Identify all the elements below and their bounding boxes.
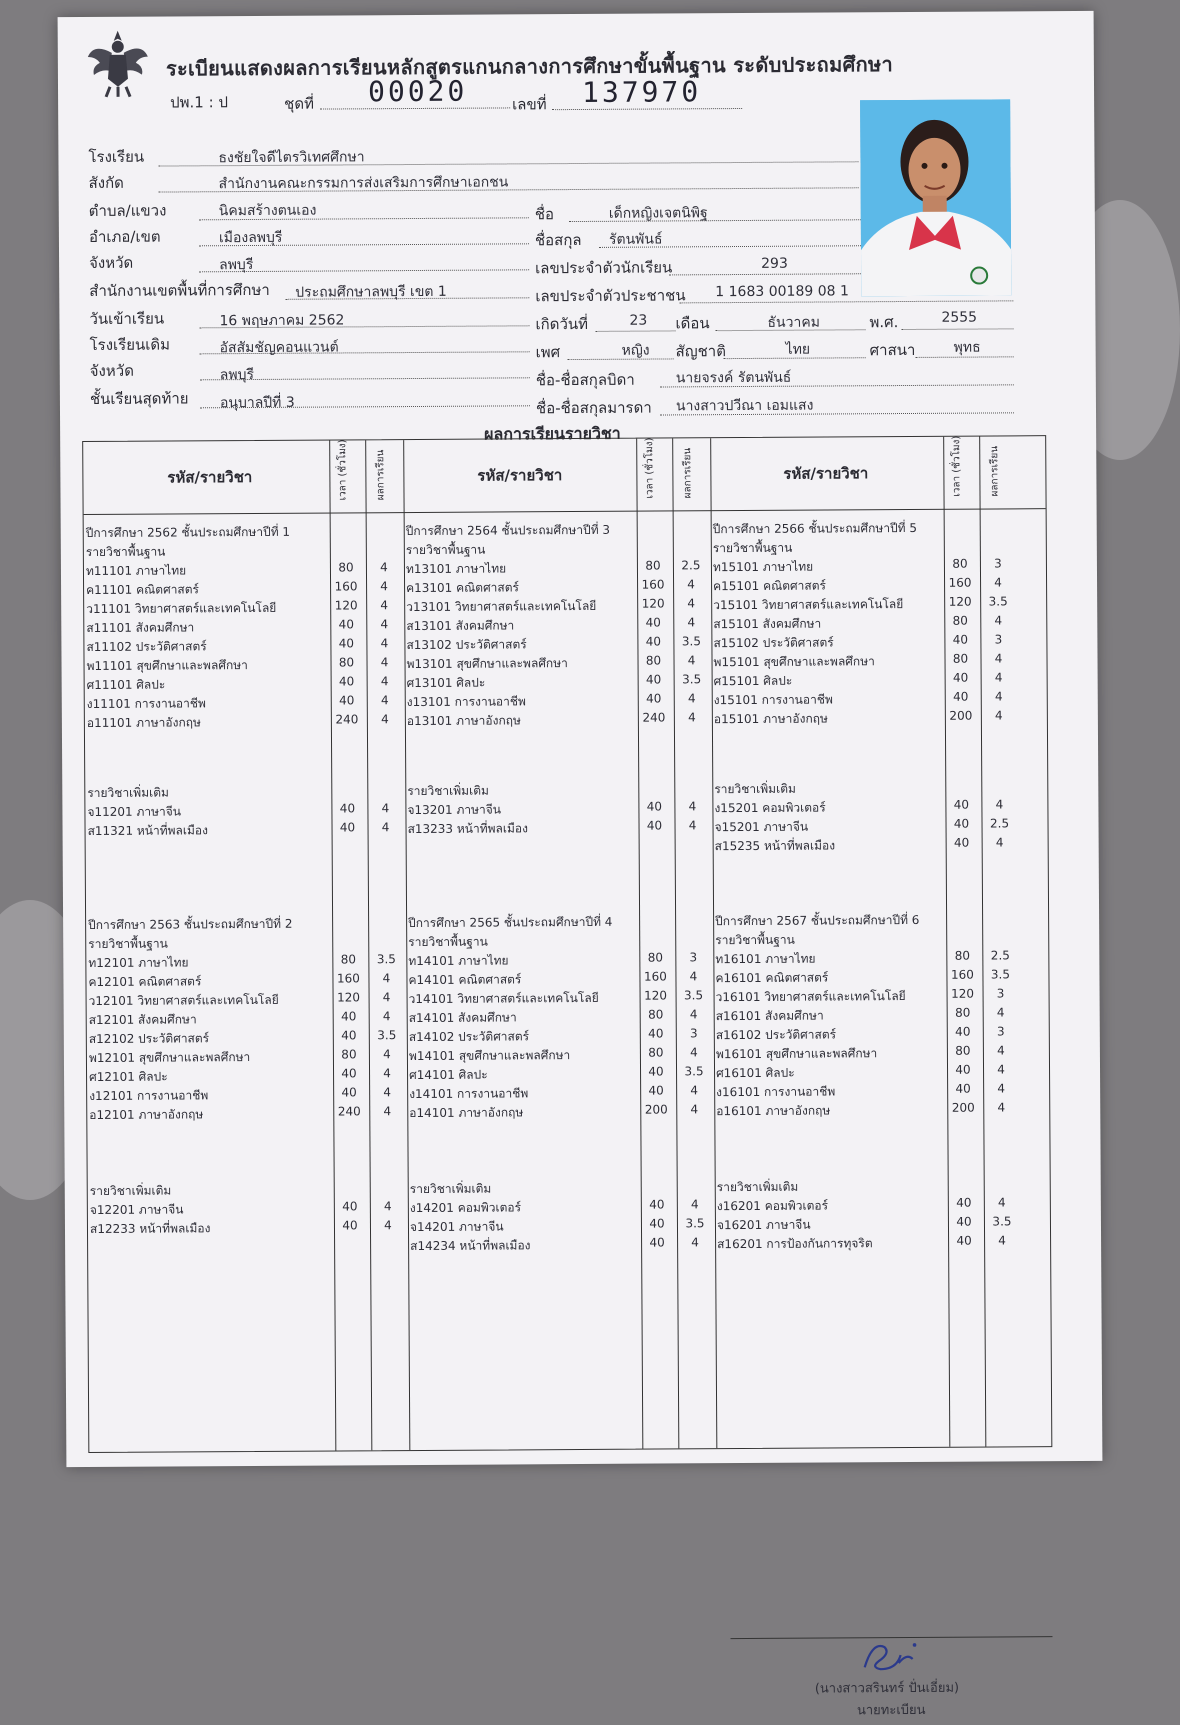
- subject-name: ท14101 ภาษาไทย: [408, 953, 509, 969]
- affiliation-value: สำนักงานคณะกรรมการส่งเสริมการศึกษาเอกชน: [218, 174, 509, 193]
- subject-grade: 4: [995, 835, 1004, 850]
- col1-grade-header: ผลการเรียน: [375, 449, 387, 501]
- subject-hours: 40: [955, 1081, 971, 1096]
- subject-hours: 240: [335, 712, 359, 727]
- subject-name: ส13102 ประวัติศาสตร์: [406, 637, 527, 653]
- subject-grade: 4: [687, 691, 696, 706]
- subject-name: ง14201 คอมพิวเตอร์: [409, 1200, 522, 1216]
- subject-hours: 240: [337, 1104, 361, 1119]
- signature-mark-icon: [850, 1633, 930, 1679]
- subject-hours: 80: [954, 1005, 971, 1020]
- subject-name: ง13101 การงานอาชีพ: [406, 694, 526, 710]
- col3-hours-header: เวลา (ชั่วโมง): [951, 435, 963, 497]
- subject-hours: 40: [646, 691, 662, 706]
- subject-grade: 4: [383, 1085, 392, 1100]
- subject-hours: 160: [334, 579, 358, 594]
- subject-name: ท13101 ภาษาไทย: [405, 561, 507, 577]
- subject-hours: 120: [641, 596, 665, 611]
- enter-date-label: วันเข้าเรียน: [89, 309, 165, 328]
- col1-subject-header: รหัส/รายวิชา: [167, 467, 253, 487]
- nation-label: สัญชาติ: [675, 342, 726, 361]
- subject-grade: 4: [384, 1218, 392, 1233]
- transcript-paper: [58, 11, 1103, 1719]
- year-heading: ปีการศึกษา 2563 ชั้นประถมศึกษาปีที่ 2: [88, 916, 293, 933]
- subject-grade: 4: [690, 1045, 698, 1060]
- subject-name: ศ12101 ศิลปะ: [89, 1069, 168, 1085]
- subject-name: พ13101 สุขศึกษาและพลศึกษา: [406, 656, 568, 672]
- subject-grade: 2.5: [989, 816, 1010, 831]
- elective-group-label: รายวิชาเพิ่มเติม: [409, 1181, 492, 1197]
- subject-name: ส14234 หน้าที่พลเมือง: [410, 1238, 531, 1254]
- subject-name: ว16101 วิทยาศาสตร์และเทคโนโลยี: [715, 989, 906, 1005]
- subject-name: ง16101 การงานอาชีพ: [716, 1084, 836, 1100]
- subject-name: ง15101 การงานอาชีพ: [713, 692, 833, 708]
- subject-hours: 200: [644, 1102, 668, 1117]
- results-table: [82, 435, 1052, 1719]
- subject-grade: 3.5: [990, 967, 1011, 982]
- subject-name: อ15101 ภาษาอังกฤษ: [713, 711, 828, 727]
- subject-hours: 40: [341, 1028, 357, 1043]
- subject-grade: 4: [380, 636, 389, 651]
- subject-hours: 200: [949, 708, 973, 723]
- subject-name: ท12101 ภาษาไทย: [88, 955, 189, 971]
- subject-grade: 4: [994, 613, 1003, 628]
- subject-hours: 160: [950, 967, 974, 982]
- subject-grade: 4: [381, 712, 389, 727]
- subject-hours: 80: [340, 952, 357, 967]
- subject-grade: 4: [382, 990, 391, 1005]
- prev-province-label: จังหวัด: [89, 361, 134, 380]
- year-heading: ปีการศึกษา 2566 ชั้นประถมศึกษาปีที่ 5: [712, 520, 918, 537]
- subject-hours: 80: [645, 558, 661, 573]
- subject-grade: 4: [690, 1197, 699, 1212]
- subject-name: ว13101 วิทยาศาสตร์และเทคโนโลยี: [406, 598, 597, 615]
- district-label: อำเภอ/เขต: [88, 227, 161, 246]
- enter-date-value: 16 พฤษภาคม 2562: [219, 312, 345, 330]
- subject-grade: 4: [381, 801, 390, 816]
- subject-hours: 80: [648, 1007, 664, 1022]
- subject-grade: 4: [691, 1235, 699, 1250]
- subject-name: ท16101 ภาษาไทย: [715, 951, 816, 967]
- name-value: เด็กหญิงเจตนิพิฐ: [608, 205, 708, 222]
- subject-grade: 3.5: [992, 1214, 1012, 1229]
- subject-name: ว11101 วิทยาศาสตร์และเทคโนโลยี: [86, 600, 277, 617]
- subject-grade: 3.5: [681, 634, 701, 649]
- subject-hours: 40: [341, 1066, 357, 1081]
- subject-hours: 120: [948, 594, 972, 609]
- elective-group-label: รายวิชาเพิ่มเติม: [87, 785, 169, 801]
- subject-grade: 4: [994, 689, 1003, 704]
- subject-grade: 3.5: [684, 1064, 704, 1079]
- subject-group-label: รายวิชาพื้นฐาน: [715, 932, 795, 948]
- subject-hours: 40: [956, 1195, 972, 1210]
- subject-hours: 80: [648, 1045, 664, 1060]
- subject-hours: 40: [649, 1197, 665, 1212]
- subdistrict-label: ตำบล/แขวง: [88, 201, 167, 220]
- subject-grade: 4: [380, 560, 388, 575]
- subject-grade: 4: [997, 1100, 1006, 1115]
- subject-grade: 4: [380, 693, 389, 708]
- father-value: นายจรงค์ รัตนพันธ์: [675, 369, 792, 387]
- subject-name: ส16102 ประวัติศาสตร์: [715, 1027, 837, 1043]
- subject-name: ว14101 วิทยาศาสตร์และเทคโนโลยี: [408, 990, 599, 1007]
- birth-day-value: 23: [629, 312, 648, 329]
- subject-name: ส11321 หน้าที่พลเมือง: [87, 823, 209, 839]
- subject-grade: 4: [997, 1043, 1005, 1058]
- nation-value: ไทย: [785, 341, 811, 358]
- subject-hours: 40: [953, 797, 970, 812]
- subject-grade: 3.5: [988, 594, 1008, 609]
- subject-grade: 4: [383, 1047, 391, 1062]
- subject-hours: 240: [642, 710, 666, 725]
- subject-name: ค16101 คณิตศาสตร์: [715, 970, 829, 986]
- birth-year-value: 2555: [941, 309, 978, 326]
- student-photo: [860, 99, 1011, 296]
- area-label: สำนักงานเขตพื้นที่การศึกษา: [89, 280, 270, 300]
- subject-hours: 40: [649, 1235, 665, 1250]
- subject-hours: 200: [951, 1100, 975, 1115]
- religion-value: พุทธ: [953, 339, 981, 356]
- last-class-value: อนุบาลปีที่ 3: [219, 394, 295, 412]
- school-label: โรงเรียน: [88, 147, 145, 166]
- surname-label: ชื่อสกุล: [534, 230, 582, 250]
- subject-name: ส15235 หน้าที่พลเมือง: [714, 838, 836, 854]
- subject-grade: 3.5: [682, 672, 702, 687]
- last-class-label: ชั้นเรียนสุดท้าย: [89, 389, 189, 408]
- subject-name: ศ16101 ศิลปะ: [716, 1065, 795, 1081]
- subject-name: ง12101 การงานอาชีพ: [89, 1088, 209, 1104]
- subject-name: ง15201 คอมพิวเตอร์: [714, 800, 826, 816]
- subject-hours: 160: [336, 971, 360, 986]
- subject-hours: 80: [645, 653, 662, 668]
- results-section-title: ผลการเรียนรายวิชา: [484, 423, 621, 444]
- subject-grade: 4: [383, 1104, 392, 1119]
- subject-hours: 40: [339, 801, 356, 816]
- subject-name: ส13233 หน้าที่พลเมือง: [407, 821, 529, 837]
- subject-hours: 40: [953, 835, 970, 850]
- subject-name: ง14101 การงานอาชีพ: [409, 1086, 529, 1102]
- subject-grade: 4: [997, 1062, 1005, 1077]
- subject-hours: 160: [948, 575, 972, 590]
- subject-name: ศ13101 ศิลปะ: [406, 675, 486, 691]
- subject-name: จ15201 ภาษาจีน: [714, 819, 809, 835]
- subject-grade: 2.5: [990, 948, 1010, 963]
- subject-hours: 40: [953, 689, 969, 704]
- province-value: ลพบุรี: [219, 256, 254, 274]
- document-title: ระเบียนแสดงผลการเรียนหลักสูตรแกนกลางการศึกษาขั้นพื้นฐาน ระดับประถมศึกษา: [165, 52, 894, 81]
- elective-group-label: รายวิชาเพิ่มเติม: [89, 1183, 172, 1199]
- subject-group-label: รายวิชาพื้นฐาน: [85, 544, 166, 560]
- col1-hours-header: เวลา (ชั่วโมง): [337, 439, 349, 501]
- year-heading: ปีการศึกษา 2567 ชั้นประถมศึกษาปีที่ 6: [715, 912, 920, 929]
- elective-group-label: รายวิชาเพิ่มเติม: [714, 781, 796, 797]
- subject-name: ว15101 วิทยาศาสตร์และเทคโนโลยี: [713, 597, 904, 613]
- subject-grade: 4: [997, 1195, 1006, 1210]
- subject-grade: 4: [994, 651, 1003, 666]
- set-number: 00020: [367, 74, 468, 109]
- subject-grade: 4: [687, 596, 696, 611]
- subject-hours: 40: [341, 1085, 357, 1100]
- subject-name: พ15101 สุขศึกษาและพลศึกษา: [713, 654, 875, 670]
- subject-hours: 40: [339, 820, 356, 835]
- subject-name: ส16101 สังคมศึกษา: [715, 1008, 824, 1024]
- name-label: ชื่อ: [534, 205, 555, 224]
- subject-grade: 3: [996, 986, 1005, 1001]
- subject-name: ท11101 ภาษาไทย: [85, 563, 187, 579]
- subject-hours: 40: [953, 816, 970, 831]
- subject-grade: 4: [994, 575, 1002, 590]
- subject-group-label: รายวิชาพื้นฐาน: [408, 934, 488, 950]
- subject-hours: 80: [341, 1047, 357, 1062]
- subject-grade: 4: [690, 1102, 699, 1117]
- subject-name: อ14101 ภาษาอังกฤษ: [409, 1105, 524, 1121]
- subject-hours: 80: [954, 948, 971, 963]
- elective-group-label: รายวิชาเพิ่มเติม: [407, 783, 489, 799]
- subject-name: ส11101 สังคมศึกษา: [86, 620, 195, 636]
- subject-name: ส12233 หน้าที่พลเมือง: [89, 1221, 211, 1237]
- col3-grade-header: ผลการเรียน: [989, 445, 1001, 497]
- subject-group-label: รายวิชาพื้นฐาน: [712, 540, 793, 556]
- subject-name: ส16201 การป้องกันการทุจริต: [717, 1236, 873, 1252]
- col2-grade-header: ผลการเรียน: [682, 447, 694, 499]
- subject-name: ค13101 คณิตศาสตร์: [406, 580, 520, 596]
- subject-name: จ11201 ภาษาจีน: [87, 804, 182, 820]
- subject-name: ง11101 การงานอาชีพ: [86, 696, 206, 712]
- subject-name: ส14102 ประวัติศาสตร์: [408, 1029, 530, 1045]
- subject-hours: 40: [341, 1009, 357, 1024]
- subject-grade: 4: [383, 1199, 392, 1214]
- subject-grade: 4: [380, 674, 389, 689]
- subject-name: ว12101 วิทยาศาสตร์และเทคโนโลยี: [88, 992, 279, 1009]
- subject-hours: 40: [338, 617, 354, 632]
- year-heading: ปีการศึกษา 2562 ชั้นประถมศึกษาปีที่ 1: [85, 524, 291, 541]
- subject-name: ท15101 ภาษาไทย: [712, 559, 814, 575]
- subject-grade: 4: [689, 1007, 698, 1022]
- subject-name: ศ11101 ศิลปะ: [86, 677, 166, 693]
- school-value: ธงชัยใจดีไตรวิเทศศึกษา: [218, 149, 365, 167]
- birth-year-label: พ.ศ.: [869, 313, 899, 332]
- subject-name: ส15101 สังคมศึกษา: [713, 616, 822, 632]
- subject-name: ส13101 สังคมศึกษา: [406, 618, 515, 634]
- subject-grade: 3: [689, 1026, 698, 1041]
- subject-hours: 40: [645, 634, 662, 649]
- subject-hours: 40: [646, 818, 663, 833]
- subject-hours: 40: [648, 1026, 664, 1041]
- subject-hours: 40: [956, 1233, 972, 1248]
- subject-hours: 40: [648, 1064, 664, 1079]
- citizen-id-value: 1 1683 00189 08 1: [715, 283, 849, 301]
- subject-grade: 4: [382, 1009, 391, 1024]
- subject-grade: 4: [996, 1005, 1005, 1020]
- subject-hours: 160: [643, 969, 667, 984]
- subject-name: ส12102 ประวัติศาสตร์: [88, 1031, 210, 1047]
- subject-hours: 80: [647, 950, 664, 965]
- subject-name: ส15102 ประวัติศาสตร์: [713, 635, 834, 651]
- subject-name: พ11101 สุขศึกษาและพลศึกษา: [86, 658, 248, 674]
- subject-hours: 40: [339, 693, 355, 708]
- subject-hours: 120: [337, 990, 361, 1005]
- subject-grade: 2.5: [681, 558, 701, 573]
- subject-grade: 3: [994, 632, 1003, 647]
- subject-grade: 3.5: [376, 952, 396, 967]
- subject-hours: 40: [955, 1062, 971, 1077]
- subject-group-label: รายวิชาพื้นฐาน: [405, 542, 486, 558]
- subject-grade: 3.5: [683, 988, 704, 1003]
- subject-hours: 40: [645, 672, 662, 687]
- subject-name: จ12201 ภาษาจีน: [89, 1202, 184, 1218]
- subject-grade: 4: [383, 1066, 391, 1081]
- subject-grade: 3.5: [377, 1028, 397, 1043]
- subject-hours: 160: [641, 577, 665, 592]
- col3-subject-header: รหัส/รายวิชา: [783, 464, 869, 483]
- subject-grade: 4: [380, 655, 389, 670]
- form-code: ปพ.1 : ป: [170, 93, 229, 112]
- subject-hours: 40: [342, 1199, 358, 1214]
- area-value: ประถมศึกษาลพบุรี เขต 1: [295, 283, 447, 301]
- birth-month-value: ธันวาคม: [767, 314, 820, 331]
- set-label: ชุดที่: [284, 94, 314, 113]
- subject-name: ส11102 ประวัติศาสตร์: [86, 639, 207, 655]
- subject-hours: 40: [955, 1024, 971, 1039]
- subject-hours: 120: [951, 986, 975, 1001]
- subject-grade: 4: [380, 617, 389, 632]
- surname-value: รัตนพันธ์: [608, 231, 663, 248]
- subject-grade: 4: [687, 653, 696, 668]
- subject-grade: 3: [996, 1024, 1005, 1039]
- subject-grade: 4: [687, 615, 696, 630]
- birth-month-label: เดือน: [675, 314, 710, 333]
- subject-grade: 4: [687, 577, 695, 592]
- subject-name: จ13201 ภาษาจีน: [407, 802, 502, 818]
- subject-hours: 80: [338, 560, 354, 575]
- subject-hours: 40: [649, 1216, 665, 1231]
- subject-grade: 4: [689, 969, 698, 984]
- subdistrict-value: นิคมสร้างตนเอง: [218, 202, 317, 220]
- subject-name: พ14101 สุขศึกษาและพลศึกษา: [408, 1048, 571, 1064]
- subject-grade: 4: [380, 598, 389, 613]
- religion-label: ศาสนา: [869, 340, 916, 360]
- subject-name: อ11101 ภาษาอังกฤษ: [86, 715, 201, 731]
- subject-grade: 4: [994, 670, 1003, 685]
- subject-hours: 40: [338, 674, 355, 689]
- registrar-position: นายทะเบียน: [856, 1702, 926, 1719]
- subject-grade: 4: [381, 820, 390, 835]
- subject-name: พ12101 สุขศึกษาและพลศึกษา: [88, 1050, 251, 1066]
- student-id-value: 293: [761, 255, 788, 272]
- subject-hours: 120: [644, 988, 668, 1003]
- sex-value: หญิง: [621, 342, 650, 359]
- subject-name: ศ14101 ศิลปะ: [409, 1067, 488, 1083]
- prev-school-value: อัสสัมชัญคอนแวนต์: [219, 339, 339, 357]
- affiliation-label: สังกัด: [88, 173, 124, 192]
- birth-day-label: เกิดวันที่: [535, 314, 589, 334]
- sex-label: เพศ: [535, 343, 561, 362]
- subject-name: อ12101 ภาษาอังกฤษ: [89, 1107, 204, 1123]
- subject-name: ส14101 สังคมศึกษา: [408, 1010, 517, 1026]
- mother-value: นางสาวปวีณา เอมแสง: [675, 397, 814, 415]
- subject-hours: 40: [648, 1083, 664, 1098]
- district-value: เมืองลพบุรี: [218, 229, 283, 247]
- subject-hours: 80: [952, 651, 969, 666]
- subject-hours: 80: [338, 655, 355, 670]
- subject-name: พ16101 สุขศึกษาและพลศึกษา: [715, 1046, 878, 1062]
- subject-name: ส12101 สังคมศึกษา: [88, 1012, 197, 1028]
- subject-hours: 80: [952, 613, 968, 628]
- subject-name: ค11101 คณิตศาสตร์: [86, 582, 200, 598]
- subject-name: อ16101 ภาษาอังกฤษ: [716, 1103, 831, 1119]
- subject-hours: 40: [645, 615, 661, 630]
- subject-hours: 40: [646, 799, 663, 814]
- garuda-emblem-icon: [86, 27, 150, 99]
- subject-name: ค12101 คณิตศาสตร์: [88, 974, 202, 990]
- subject-grade: 4: [994, 708, 1003, 723]
- student-id-label: เลขประจำตัวนักเรียน: [535, 258, 673, 278]
- subject-name: อ13101 ภาษาอังกฤษ: [406, 713, 521, 729]
- subject-hours: 40: [952, 632, 969, 647]
- prev-province-value: ลพบุรี: [219, 366, 255, 384]
- subject-hours: 80: [952, 556, 968, 571]
- subject-name: ง16201 คอมพิวเตอร์: [716, 1198, 829, 1214]
- subject-name: จ16201 ภาษาจีน: [716, 1217, 811, 1233]
- col2-hours-header: เวลา (ชั่วโมง): [644, 437, 656, 499]
- year-heading: ปีการศึกษา 2564 ชั้นประถมศึกษาปีที่ 3: [405, 522, 611, 539]
- subject-grade: 4: [380, 579, 388, 594]
- subject-hours: 40: [338, 636, 355, 651]
- subject-grade: 3.5: [685, 1216, 705, 1231]
- subject-hours: 120: [334, 598, 358, 613]
- subject-hours: 40: [952, 670, 969, 685]
- subject-name: ค14101 คณิตศาสตร์: [408, 972, 522, 988]
- subject-grade: 4: [688, 818, 697, 833]
- year-heading: ปีการศึกษา 2565 ชั้นประถมศึกษาปีที่ 4: [408, 914, 613, 931]
- province-label: จังหวัด: [89, 253, 134, 272]
- subject-grade: 4: [998, 1233, 1006, 1248]
- subject-grade: 4: [995, 797, 1004, 812]
- subject-name: ศ15101 ศิลปะ: [713, 673, 793, 689]
- subject-grade: 4: [687, 710, 696, 725]
- mother-label: ชื่อ-ชื่อสกุลมารดา: [535, 398, 652, 418]
- document-number: 137970: [581, 75, 702, 109]
- subject-name: จ14201 ภาษาจีน: [409, 1219, 504, 1235]
- subject-grade: 3: [689, 950, 698, 965]
- citizen-id-label: เลขประจำตัวประชาชน: [535, 286, 686, 306]
- subject-hours: 80: [955, 1043, 971, 1058]
- subject-hours: 40: [956, 1214, 972, 1229]
- subject-hours: 40: [342, 1218, 358, 1233]
- subject-grade: 4: [690, 1083, 699, 1098]
- father-label: ชื่อ-ชื่อสกุลบิดา: [535, 370, 635, 390]
- subject-group-label: รายวิชาพื้นฐาน: [88, 936, 168, 952]
- number-label: เลขที่: [512, 95, 547, 114]
- prev-school-label: โรงเรียนเดิม: [89, 335, 171, 354]
- subject-grade: 3: [994, 556, 1002, 571]
- subject-grade: 4: [382, 971, 391, 986]
- subject-grade: 4: [997, 1081, 1005, 1096]
- registrar-name: (นางสาวสรินทร์ ปั่นเอี่ยม): [814, 1680, 960, 1697]
- elective-group-label: รายวิชาเพิ่มเติม: [716, 1179, 799, 1195]
- subject-name: ค15101 คณิตศาสตร์: [713, 578, 827, 594]
- col2-subject-header: รหัส/รายวิชา: [477, 466, 563, 485]
- subject-grade: 4: [688, 799, 697, 814]
